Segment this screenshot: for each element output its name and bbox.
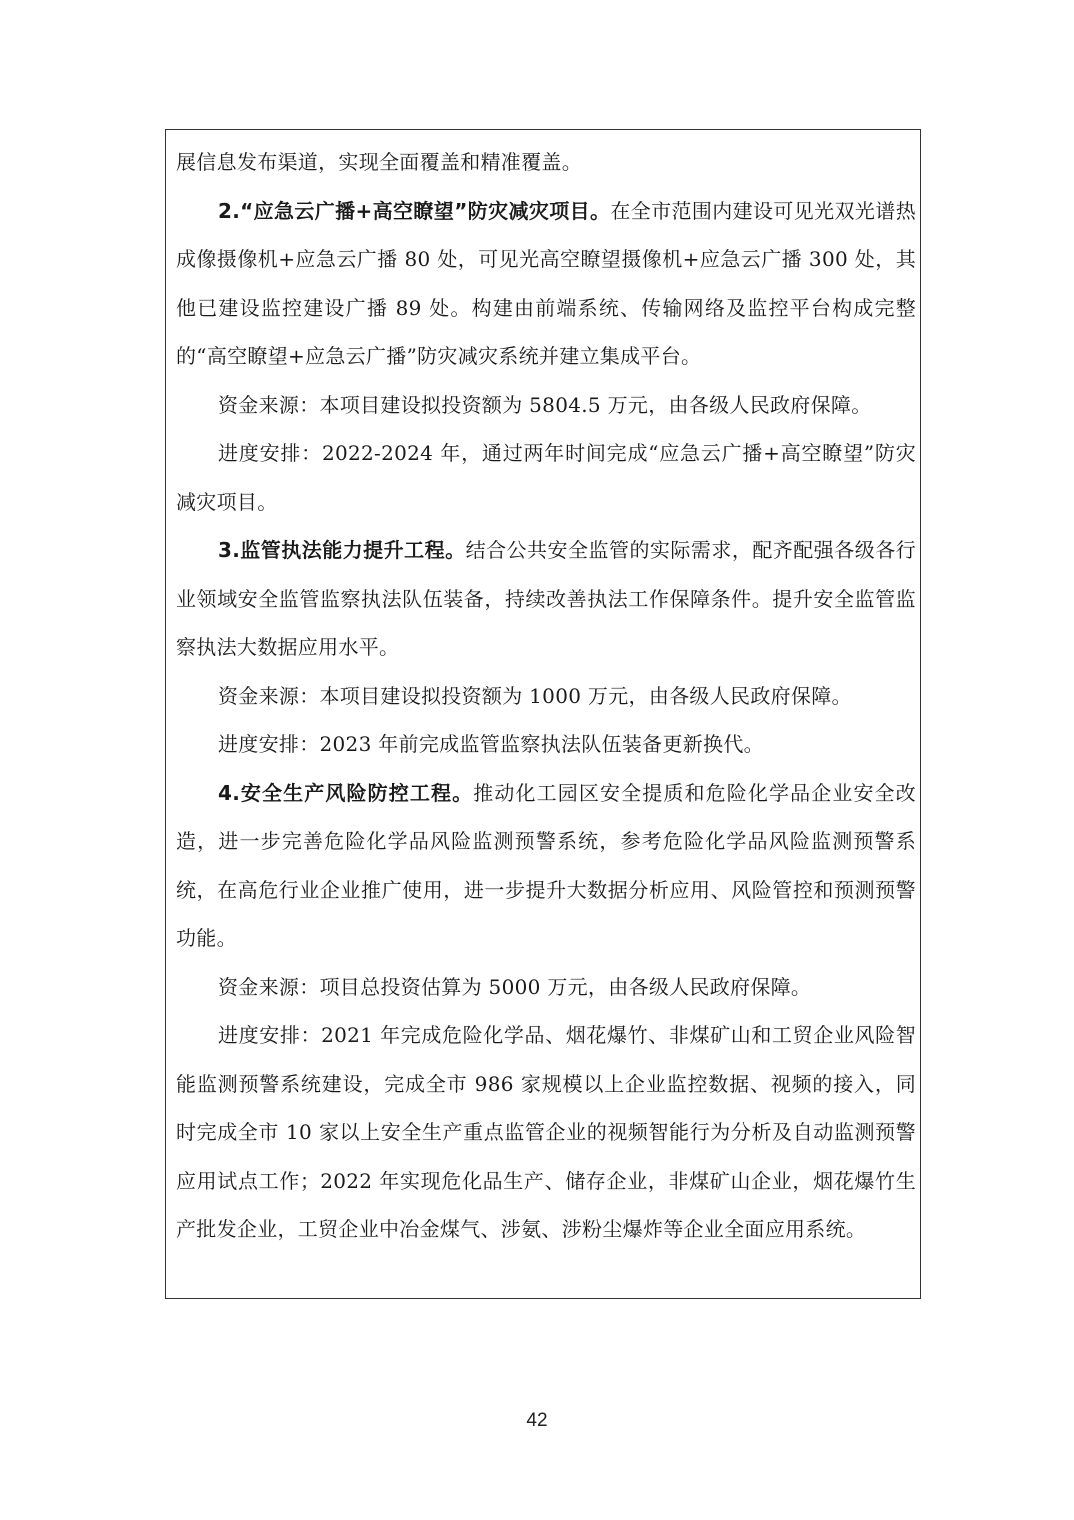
paragraph-continuation: 展信息发布渠道，实现全面覆盖和精准覆盖。 bbox=[176, 150, 582, 174]
paragraph-funding-4: 资金来源：项目总投资估算为 5000 万元，由各级人民政府保障。 bbox=[218, 974, 812, 999]
body-project-4: 推动化工园区安全提质和危险化学品企业安全改造，进一步完善危险化学品风险监测预警系统，参考危险化学品风险监测预警系统，在高危行业企业推广使用，进一步提升大数据分析应用、风险管控和预测预警功能。 bbox=[176, 780, 916, 950]
paragraph-project-3 bbox=[176, 526, 916, 672]
heading-project-4: 4.安全生产风险防控工程。 bbox=[218, 780, 474, 805]
paragraph-schedule-4: 进度安排：2021 年完成危险化学品、烟花爆竹、非煤矿山和工贸企业风险智能监测预警系统建设，完成全市 986 家规模以上企业监控数据、视频的接入，同时完成全市 10 家以上安全生产重点监管企业的视频智能行为分析及自动监测预警应用试点工作；2022 年实现危化品生产、储存企业，非煤矿山企业，烟花爆竹生产批发企业，工贸企业中冶金煤气、涉氨、涉粉尘爆炸等企业全面应用系统。 bbox=[176, 1023, 916, 1241]
body-project-2: 在全市范围内建设可见光双光谱热成像摄像机+应急云广播 80 处，可见光高空瞭望摄像机+应急云广播 300 处，其他已建设监控建设广播 89 处。构建由前端系统、传输网络及监控平台构成完整的“高空瞭望+应急云广播”防灾减灾系统并建立集成平台。 bbox=[176, 198, 916, 368]
paragraph-project-2 bbox=[176, 187, 916, 381]
document-body bbox=[176, 138, 916, 1254]
heading-project-3: 3.监管执法能力提升工程。 bbox=[218, 538, 466, 562]
heading-project-2: 2.“应急云广播+高空瞭望”防灾减灾项目。 bbox=[218, 198, 611, 223]
paragraph-funding-2: 资金来源：本项目建设拟投资额为 5804.5 万元，由各级人民政府保障。 bbox=[218, 392, 872, 417]
paragraph-funding-3: 资金来源：本项目建设拟投资额为 1000 万元，由各级人民政府保障。 bbox=[218, 683, 852, 708]
paragraph-schedule-2: 进度安排：2022-2024 年，通过两年时间完成“应急云广播+高空瞭望”防灾减灾项目。 bbox=[176, 441, 916, 514]
page-number: 42 bbox=[526, 1410, 548, 1431]
body-project-3: 结合公共安全监管的实际需求，配齐配强各级各行业领域安全监管监察执法队伍装备，持续改善执法工作保障条件。提升安全监管监察执法大数据应用水平。 bbox=[176, 538, 916, 659]
paragraph-schedule-3: 进度安排：2023 年前完成监管监察执法队伍装备更新换代。 bbox=[218, 732, 764, 756]
paragraph-project-4 bbox=[176, 769, 916, 963]
